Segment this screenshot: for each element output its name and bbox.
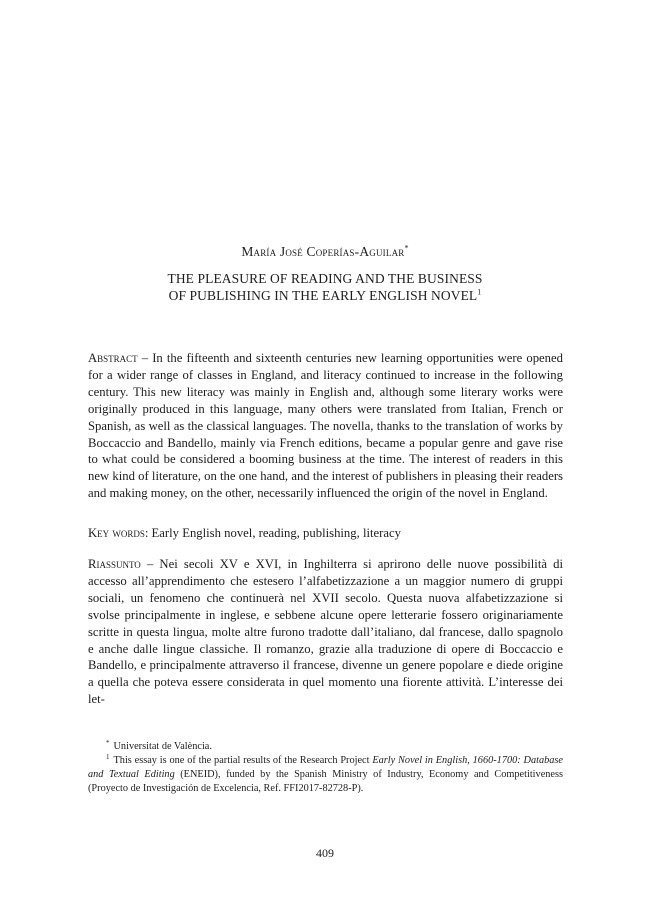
riassunto-paragraph — [88, 556, 563, 708]
title-line-2: OF PUBLISHING IN THE EARLY ENGLISH NOVEL — [168, 287, 478, 303]
footnote-2-project-title: Early Novel in English, 1660-1700: Database and Textual Editing — [88, 755, 564, 780]
riassunto-label: Riassunto — [88, 557, 141, 571]
keywords-text: : Early English novel, reading, publishing, literacy — [144, 526, 402, 540]
footnote-1-mark: * — [106, 738, 110, 747]
footnote-2-mark: 1 — [106, 752, 110, 761]
abstract-label: Abstract — [88, 351, 138, 365]
keywords-paragraph — [88, 525, 563, 542]
author-footnote-mark: * — [404, 243, 409, 253]
title-line-1: THE PLEASURE OF READING AND THE BUSINESS — [167, 271, 483, 286]
riassunto-text: – Nei secoli XV e XVI, in Inghilterra si aprirono delle nuove possibilità di accesso all’apprendimento che estesero l’alfabetizzazione a un maggior numero di gruppi sociali, un fenomeno che continuerà nel XVII secolo. Questa nuova alfabetizzazione si svolse principalmente in inglese, e sebbene alcune opere letterarie fossero originariamente scritte in questa lingua, molte altre furono tradotte dall’italiano, dal francese, dallo spagnolo e anche dalle lingue classiche. Il romanzo, grazie alla traduzione di opere di Boccaccio e Bandello, e principalmente attraverso il francese, divenne un genere popolare e diede origine a quella che poteva essere considerata in quel momento una fiorente attività. L’interesse dei let- — [88, 557, 563, 707]
footnote-2-post: (ENEID), funded by the Spanish Ministry of Industry, Economy and Competitiveness (Proyecto de Investigación de Excelencia, Ref. FFI2017-82728-P). — [88, 769, 563, 794]
abstract-paragraph — [88, 350, 563, 502]
footnote-1-text: Universitat de València. — [113, 741, 212, 752]
footnotes — [88, 740, 563, 796]
title-footnote-mark: 1 — [477, 287, 482, 296]
article-title — [0, 271, 650, 304]
abstract-text: – In the fifteenth and sixteenth centuries new learning opportunities were opened for a wider range of classes in England, and literacy continued to increase in the following century. This new literacy was mainly in English and, although some literary works were originally produced in this language, many others were translated from Italian, French or Spanish, as well as the classical languages. The novella, thanks to the translation of works by Boccaccio and Bandello, mainly via French editions, became a popular genre and gave rise to what could be considered a booming business at the time. The interest of readers in this new kind of literature, on the one hand, and the interest of publishers in pleasing their readers and making money, on the other, necessarily influenced the origin of the novel in England. — [88, 351, 563, 501]
author-name: María José Coperías-Aguilar — [241, 244, 405, 259]
footnote-2-pre: This essay is one of the partial results of the Research Project — [113, 755, 373, 766]
footnote-affiliation — [88, 740, 563, 754]
footnote-project — [88, 754, 563, 796]
page-number: 409 — [316, 846, 334, 860]
keywords-label: Key words — [88, 526, 145, 540]
title-line-2-wrap — [0, 288, 650, 305]
author-line — [0, 244, 650, 260]
